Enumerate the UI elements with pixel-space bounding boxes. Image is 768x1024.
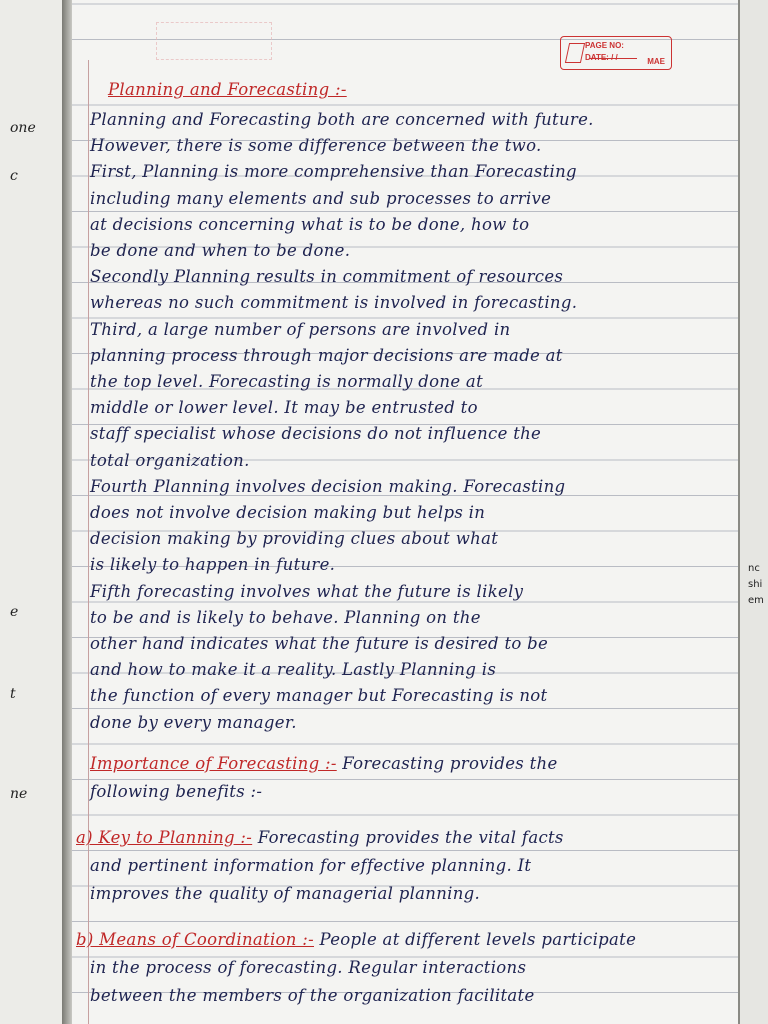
notes-line: Fourth Planning involves decision making. Forecasting xyxy=(90,476,566,496)
left-fragment: e xyxy=(10,604,19,620)
point-a-line-2: and pertinent information for effective planning. It xyxy=(90,856,532,875)
page-date-stamp xyxy=(560,36,672,70)
point-b-first: People at different levels participate xyxy=(319,930,637,949)
page-no-label: PAGE NO: xyxy=(585,41,624,50)
importance-intro: Forecasting provides the xyxy=(342,754,558,773)
left-fragment: one xyxy=(10,120,36,136)
point-a-first: Forecasting provides the vital facts xyxy=(257,828,564,847)
point-a-heading: a) Key to Planning :- xyxy=(76,828,253,847)
notes-line: decision making by providing clues about what xyxy=(90,529,499,549)
margin-line xyxy=(88,60,89,1024)
importance-intro-cont: following benefits :- xyxy=(90,782,263,801)
notes-line: at decisions concerning what is to be done, how to xyxy=(90,214,530,234)
notes-line: the top level. Forecasting is normally done at xyxy=(90,372,483,391)
point-b-line-3: between the members of the organization facilitate xyxy=(90,986,535,1005)
date-label: DATE: xyxy=(585,53,609,62)
notes-title: Planning and Forecasting :- xyxy=(108,80,347,99)
date-value: / / xyxy=(611,53,618,62)
point-b-heading: b) Means of Coordination :- xyxy=(76,930,314,949)
right-page-edge xyxy=(738,0,768,1024)
notes-line: be done and when to be done. xyxy=(90,241,351,260)
notes-line: planning process through major decisions are made at xyxy=(90,345,563,365)
right-fragment: em xyxy=(748,595,764,606)
notes-line: other hand indicates what the future is desired to be xyxy=(90,634,549,653)
importance-line xyxy=(90,754,558,773)
left-fragment: ne xyxy=(10,786,28,802)
notes-line: done by every manager. xyxy=(90,712,297,732)
notes-line: Planning and Forecasting both are concerned with future. xyxy=(90,110,594,129)
notes-line: including many elements and sub processes to arrive xyxy=(90,188,552,208)
notes-line: staff specialist whose decisions do not influence the xyxy=(90,424,542,444)
notes-line: and how to make it a reality. Lastly Planning is xyxy=(90,660,497,680)
right-fragment: nc xyxy=(748,563,760,574)
point-b-line xyxy=(76,930,636,949)
stamp-brand: MAE xyxy=(647,57,665,66)
point-a-line xyxy=(76,828,564,847)
left-fragment: c xyxy=(10,168,18,184)
faded-stamp xyxy=(156,22,272,60)
notes-line: total organization. xyxy=(90,450,250,470)
notes-line: Third, a large number of persons are involved in xyxy=(90,319,511,339)
stamp-book-icon xyxy=(565,43,585,63)
left-fragment: t xyxy=(10,686,16,702)
point-a-line-3: improves the quality of managerial planning. xyxy=(90,884,481,903)
notes-line: Fifth forecasting involves what the future is likely xyxy=(90,581,524,601)
notes-line: Secondly Planning results in commitment of resources xyxy=(90,267,564,287)
notes-line: First, Planning is more comprehensive than Forecasting xyxy=(90,162,577,182)
notes-line: middle or lower level. It may be entrusted to xyxy=(90,398,478,418)
notes-line: the function of every manager but Forecasting is not xyxy=(90,686,548,706)
notes-line: is likely to happen in future. xyxy=(90,555,336,575)
notes-line: However, there is some difference between the two. xyxy=(90,136,542,156)
point-b-line-2: in the process of forecasting. Regular interactions xyxy=(90,958,527,977)
notebook-gutter xyxy=(62,0,72,1024)
notes-line: to be and is likely to behave. Planning on the xyxy=(90,607,481,627)
notes-line: does not involve decision making but helps in xyxy=(90,503,486,522)
notes-line: whereas no such commitment is involved in forecasting. xyxy=(90,293,578,313)
right-fragment: shi xyxy=(748,579,763,590)
left-page-edge xyxy=(0,0,64,1024)
importance-heading: Importance of Forecasting :- xyxy=(90,754,337,773)
notebook-page xyxy=(72,0,738,1024)
